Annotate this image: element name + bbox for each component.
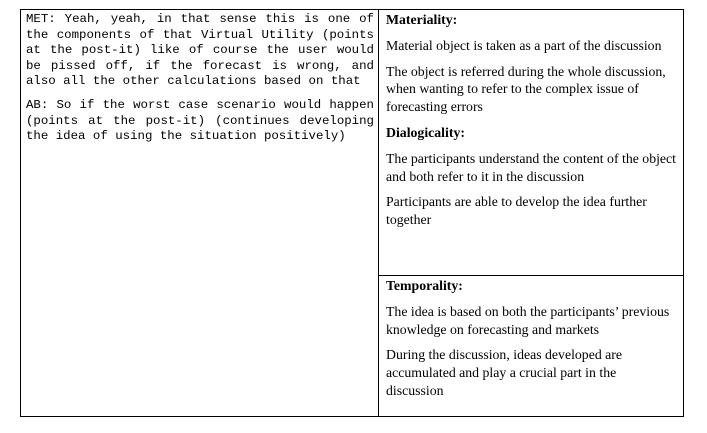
dialogicality-heading: Dialogicality: bbox=[386, 124, 465, 140]
temporality-heading: Temporality: bbox=[386, 278, 463, 293]
materiality-point-2: The object is referred during the whole discussion, when wanting to refer to the complex issue of forecasting errors bbox=[386, 63, 666, 115]
dialogicality-point-1: The participants understand the content of the object and both refer to it in the discussion bbox=[386, 150, 677, 184]
dialogicality-point-2: Participants are able to develop the idea further together bbox=[386, 194, 647, 228]
materiality-heading: Materiality: bbox=[386, 12, 458, 27]
analysis-table bbox=[20, 9, 684, 417]
temporality-point-1: The idea is based on both the participants’ previous knowledge on forecasting and markets bbox=[386, 303, 670, 337]
temporality-cell bbox=[379, 276, 683, 416]
temporality-point-2: During the discussion, ideas developed are accumulated and play a crucial part in the discussion bbox=[386, 347, 623, 398]
analysis-column bbox=[379, 10, 683, 416]
transcript-cell bbox=[21, 10, 379, 416]
materiality-dialogicality-cell bbox=[379, 10, 683, 276]
transcript-met: MET: Yeah, yeah, in that sense this is one of the components of that Virtual Utility (points at the post-it) like of course the user would be pissed off, if the forecast is wrong, and also all the other calculations based on that bbox=[26, 12, 374, 89]
transcript-ab: AB: So if the worst case scenario would happen (points at the post-it) (continues developing the idea of using the situation positively) bbox=[26, 97, 374, 144]
materiality-point-1: Material object is taken as a part of the discussion bbox=[386, 37, 662, 53]
